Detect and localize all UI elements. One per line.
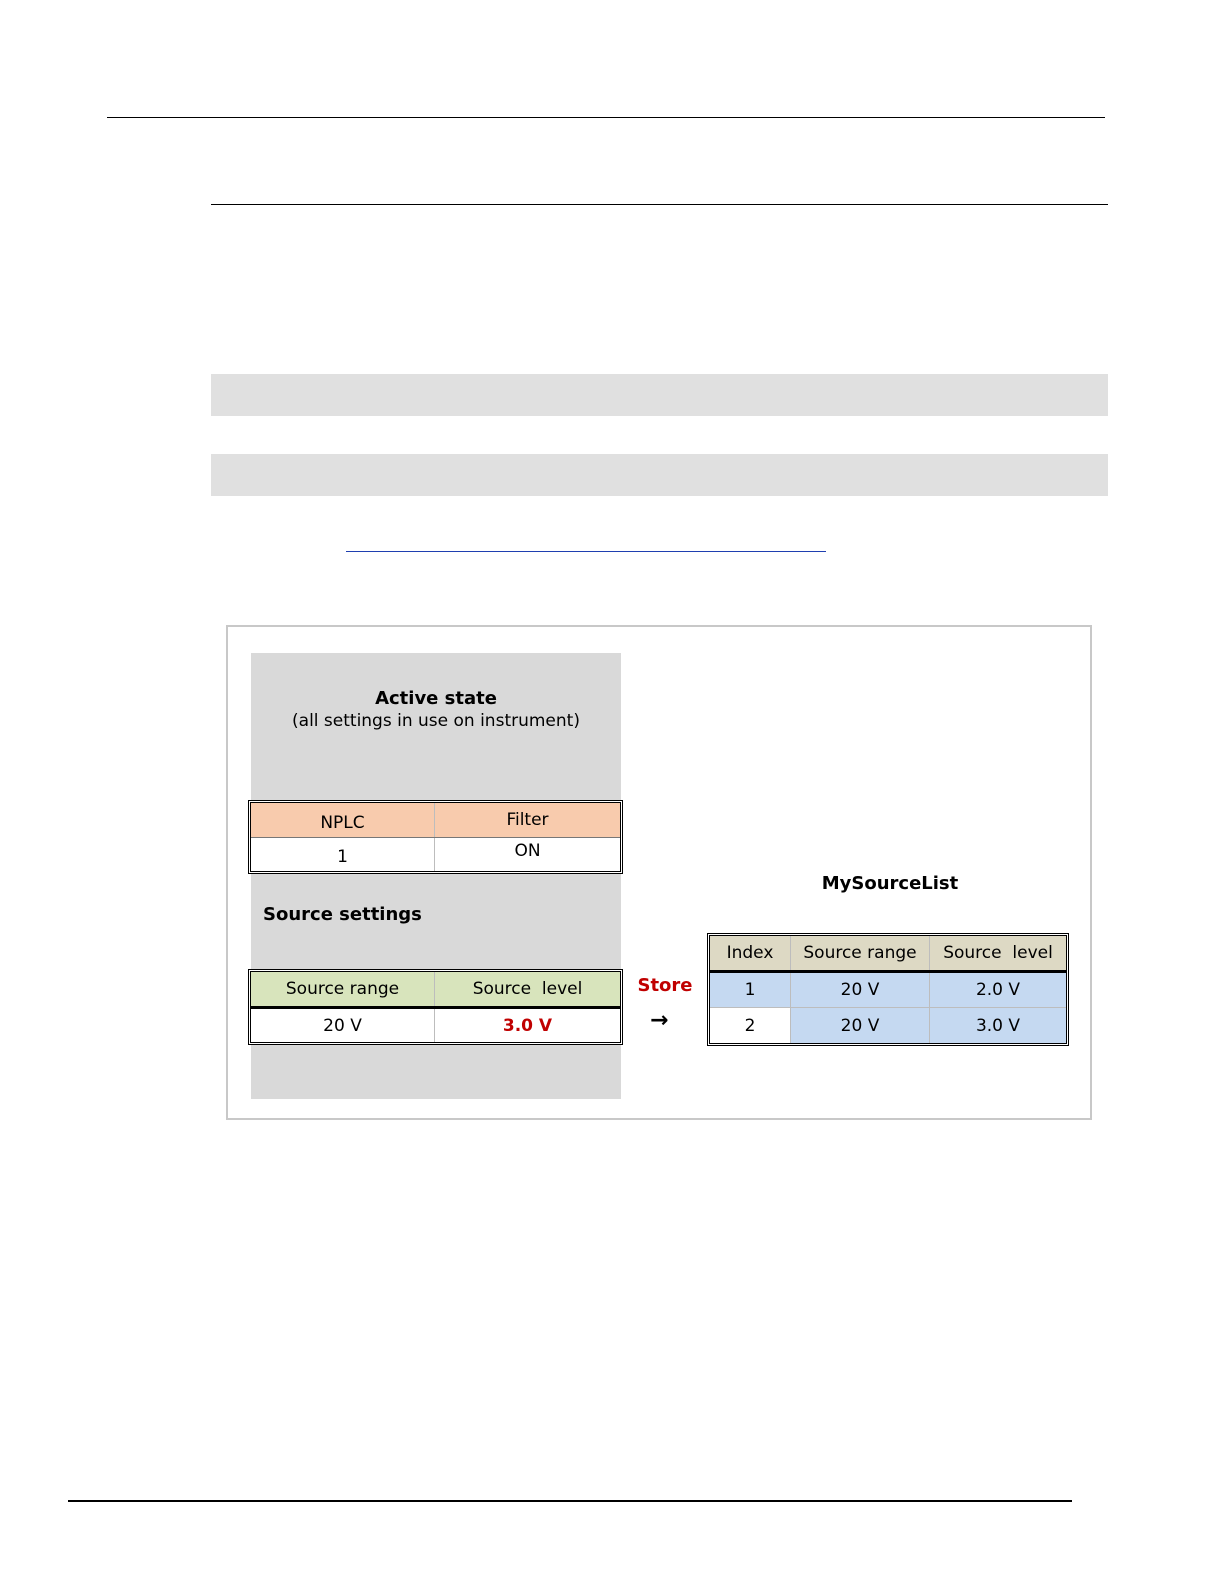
- settings-table: [248, 800, 623, 874]
- filter-value: ON: [434, 838, 620, 871]
- code-block-1: [211, 374, 1108, 416]
- list-range-header: Source range: [790, 936, 929, 970]
- settings-header-row: [251, 803, 620, 838]
- hyperlink-underline[interactable]: [346, 551, 826, 552]
- active-state-title: Active state: [375, 688, 497, 709]
- source-settings-label: Source settings: [263, 904, 422, 925]
- source-settings-table: [248, 969, 623, 1045]
- row2-index: 2: [710, 1008, 790, 1043]
- source-range-header: Source range: [285, 979, 400, 999]
- nplc-value: 1: [337, 846, 348, 867]
- filter-header: Filter: [434, 803, 620, 837]
- row2-level: 3.0 V: [929, 1008, 1066, 1043]
- index-header: Index: [726, 943, 774, 963]
- source-list-title: MySourceList: [821, 873, 959, 894]
- header-rule: [107, 117, 1105, 118]
- row1-level: 2.0 V: [929, 973, 1066, 1007]
- section-rule: [211, 204, 1108, 205]
- right-arrow-icon: →: [650, 1008, 669, 1033]
- source-list-table: [707, 933, 1069, 1046]
- store-label: Store: [637, 975, 693, 996]
- source-range-value: 20 V: [323, 1015, 362, 1036]
- source-level-value: 3.0 V: [434, 1009, 620, 1042]
- source-list-header-row: [710, 936, 1066, 973]
- row1-range: 20 V: [790, 973, 929, 1007]
- row2-range: 20 V: [790, 1008, 929, 1043]
- source-list-row: [710, 1008, 1066, 1043]
- source-header-row: [251, 972, 620, 1009]
- source-level-header: Source level: [434, 972, 620, 1006]
- footer-rule: [68, 1500, 1072, 1502]
- active-state-subtitle: (all settings in use on instrument): [292, 711, 580, 731]
- source-value-row: [251, 1009, 620, 1042]
- code-block-2: [211, 454, 1108, 496]
- settings-value-row: [251, 838, 620, 871]
- row1-index: 1: [710, 973, 790, 1007]
- list-level-header: Source level: [929, 936, 1066, 970]
- source-list-row: [710, 973, 1066, 1008]
- nplc-header: NPLC: [320, 813, 365, 833]
